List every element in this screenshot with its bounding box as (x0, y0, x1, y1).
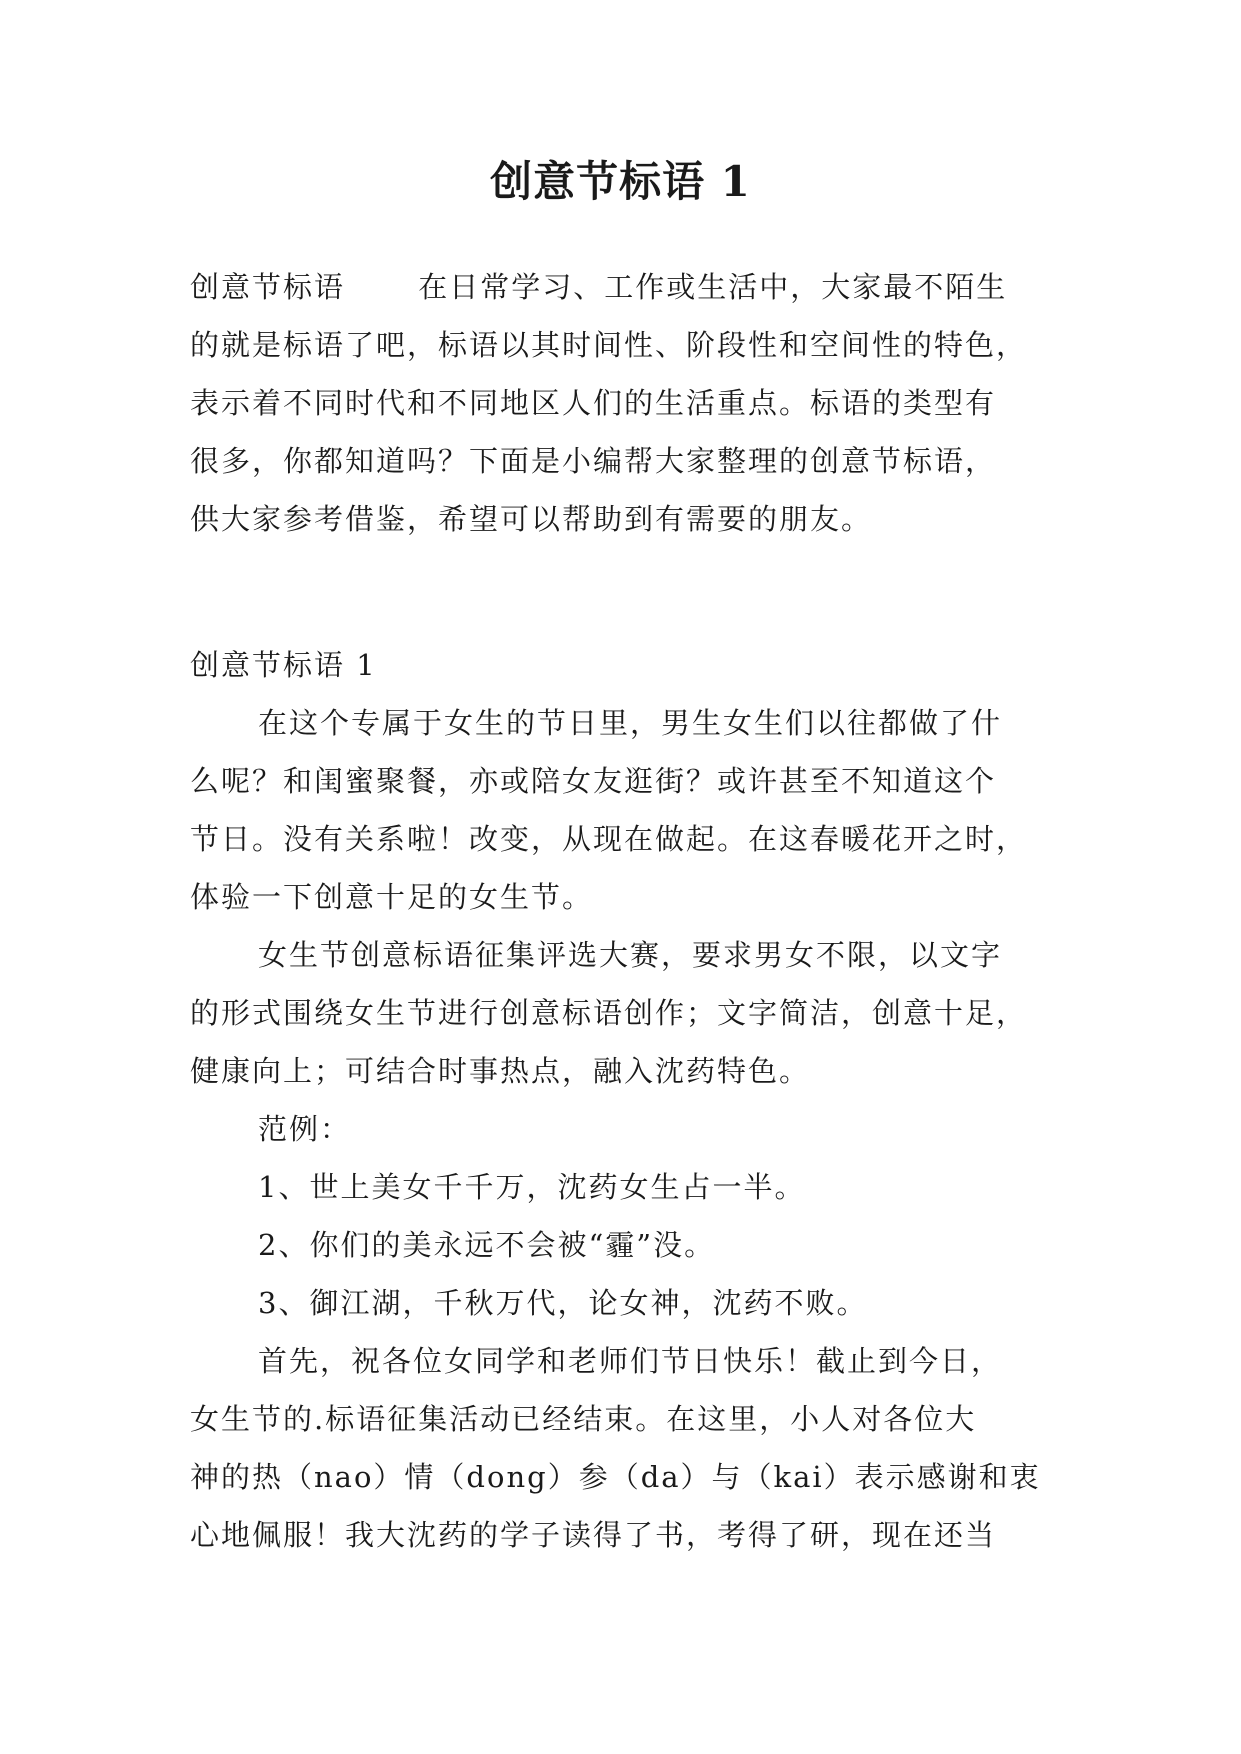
example-item: 3、御江湖，千秋万代，论女神，沈药不败。 (258, 1286, 868, 1320)
paragraph-line: 的形式围绕女生节进行创意标语创作；文字简洁，创意十足， (190, 996, 1028, 1030)
examples-label: 范例： (258, 1112, 352, 1146)
paragraph-line: 首先，祝各位女同学和老师们节日快乐！截止到今日， (258, 1344, 1003, 1378)
intro-line: 创意节标语 在日常学习、工作或生活中，大家最不陌生 (190, 270, 1008, 304)
paragraph-line: 女生节的.标语征集活动已经结束。在这里，小人对各位大 (190, 1402, 977, 1436)
paragraph-line: 健康向上；可结合时事热点，融入沈药特色。 (190, 1054, 811, 1088)
example-item: 2、你们的美永远不会被“霾”没。 (258, 1228, 716, 1262)
section-heading: 创意节标语 1 (190, 648, 377, 682)
document-title: 创意节标语 1 (490, 157, 751, 206)
paragraph-line: 心地佩服！我大沈药的学子读得了书，考得了研，现在还当 (190, 1518, 997, 1552)
intro-line: 表示着不同时代和不同地区人们的生活重点。标语的类型有 (190, 386, 997, 420)
paragraph-line: 神的热（nao）情（dong）参（da）与（kai）表示感谢和衷 (190, 1460, 1041, 1494)
paragraph-line: 在这个专属于女生的节日里，男生女生们以往都做了什 (258, 706, 1003, 740)
intro-paragraph (190, 258, 1070, 548)
paragraph-line: 女生节创意标语征集评选大赛，要求男女不限，以文字 (258, 938, 1003, 972)
intro-line: 的就是标语了吧，标语以其时间性、阶段性和空间性的特色， (190, 328, 1028, 362)
section-body (190, 636, 1070, 1564)
example-item: 1、世上美女千千万，沈药女生占一半。 (258, 1170, 806, 1204)
paragraph-line: 节日。没有关系啦！改变，从现在做起。在这春暖花开之时， (190, 822, 1028, 856)
paragraph-line: 么呢？和闺蜜聚餐，亦或陪女友逛街？或许甚至不知道这个 (190, 764, 997, 798)
intro-line: 很多，你都知道吗？下面是小编帮大家整理的创意节标语， (190, 444, 997, 478)
intro-line: 供大家参考借鉴，希望可以帮助到有需要的朋友。 (190, 502, 873, 536)
paragraph-line: 体验一下创意十足的女生节。 (190, 880, 594, 914)
